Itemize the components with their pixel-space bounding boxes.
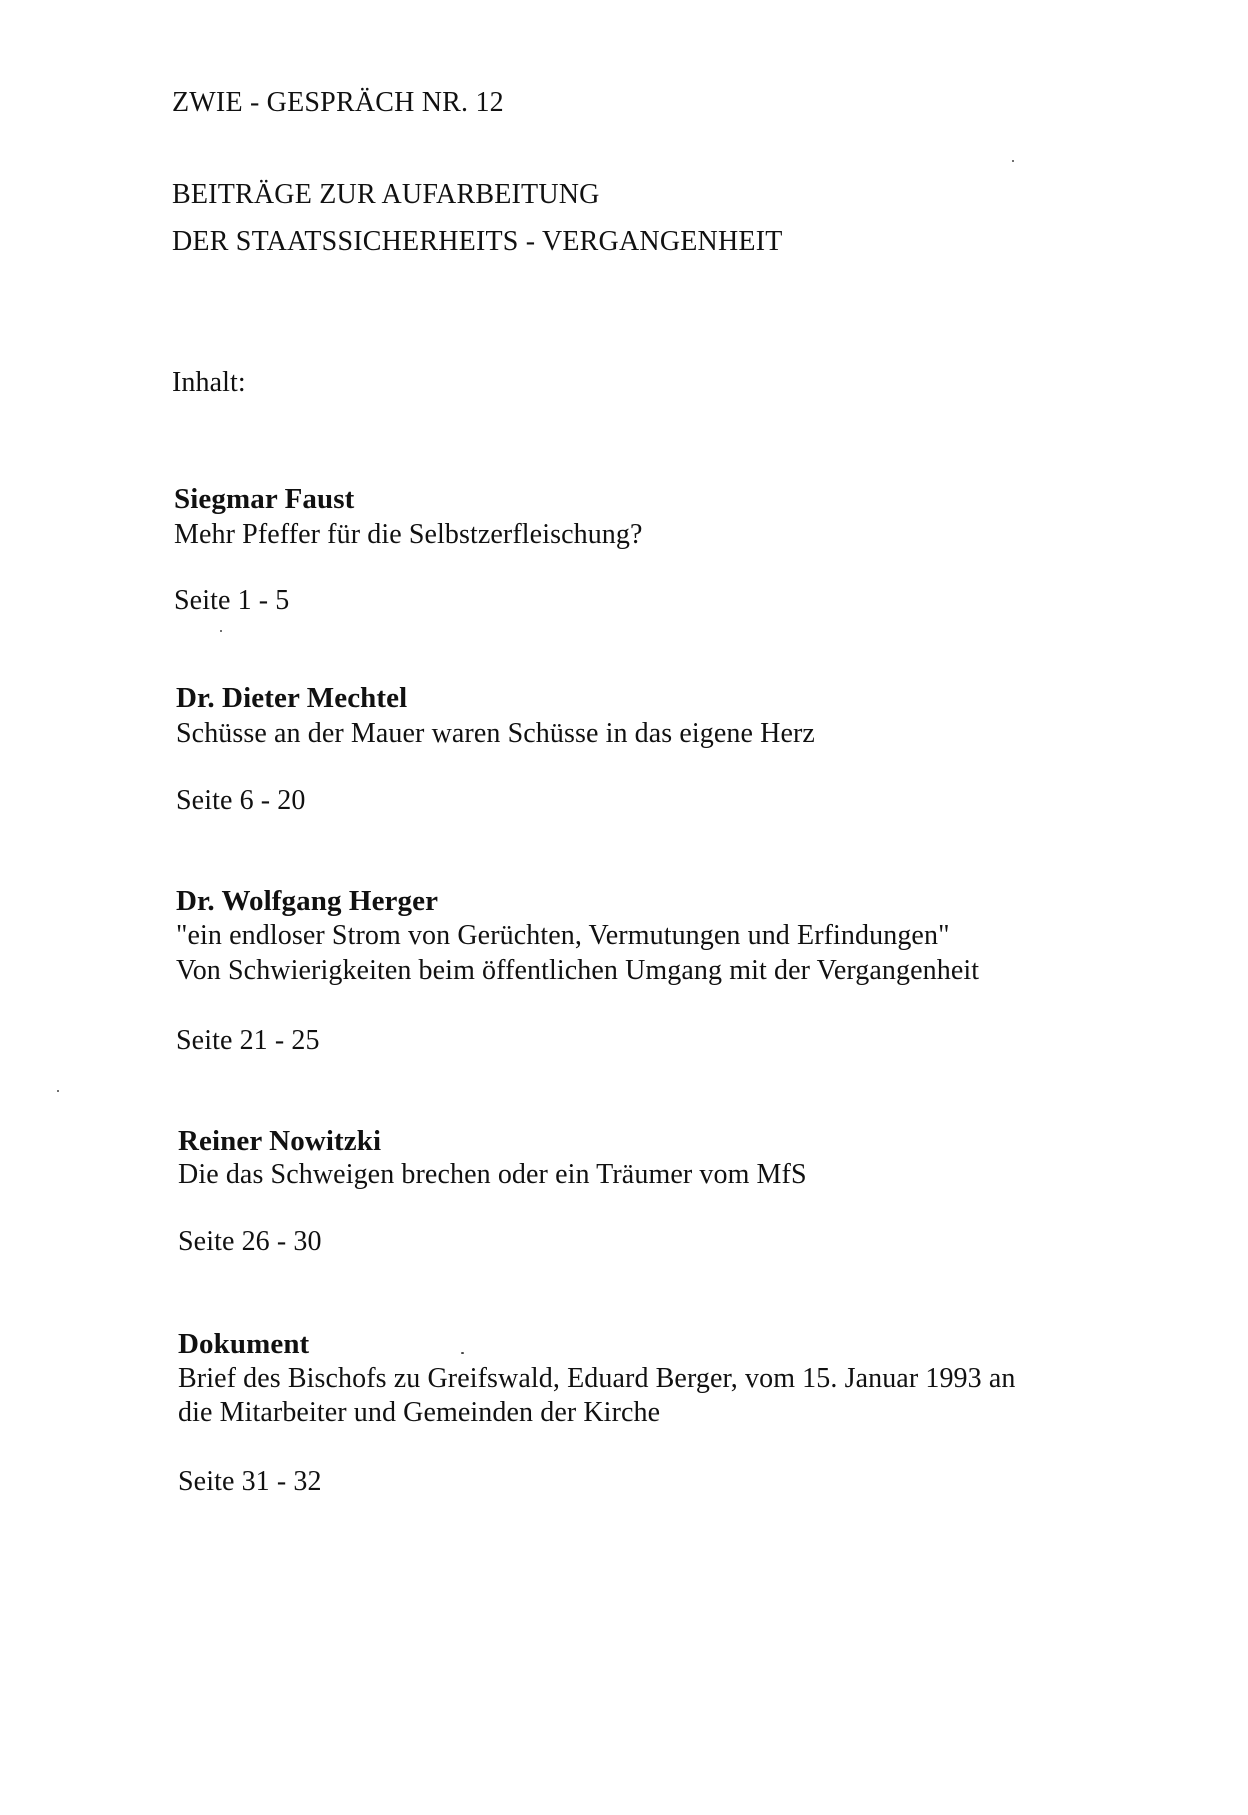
entry-title-line: Schüsse an der Mauer waren Schüsse in das eigene Herz [176, 718, 815, 749]
entry-title-line: Die das Schweigen brechen oder ein Träumer vom MfS [178, 1159, 807, 1190]
series-title: ZWIE - GESPRÄCH NR. 12 [172, 87, 504, 118]
entry-pages: Seite 1 - 5 [174, 585, 290, 616]
entry-author: Dokument [178, 1328, 310, 1360]
subtitle-line-2: DER STAATSSICHERHEITS - VERGANGENHEIT [172, 226, 783, 257]
entry-author: Dr. Dieter Mechtel [176, 682, 408, 714]
entry-title-line: die Mitarbeiter und Gemeinden der Kirche [178, 1397, 661, 1428]
entry-pages: Seite 21 - 25 [176, 1025, 320, 1056]
entry-title-line: Mehr Pfeffer für die Selbstzerfleischung? [174, 519, 643, 550]
entry-title-line: "ein endloser Strom von Gerüchten, Vermutungen und Erfindungen" [176, 920, 950, 951]
entry-author: Dr. Wolfgang Herger [176, 885, 439, 917]
entry-author: Reiner Nowitzki [178, 1125, 382, 1157]
entry-pages: Seite 6 - 20 [176, 785, 306, 816]
scan-speck [1012, 160, 1014, 162]
subtitle-line-1: BEITRÄGE ZUR AUFARBEITUNG [172, 179, 600, 210]
scan-speck [461, 1352, 464, 1354]
entry-pages: Seite 26 - 30 [178, 1226, 322, 1257]
scan-speck [220, 630, 222, 632]
contents-label: Inhalt: [172, 367, 246, 398]
entry-title-line: Brief des Bischofs zu Greifswald, Eduard Berger, vom 15. Januar 1993 an [178, 1363, 1016, 1394]
entry-title-line: Von Schwierigkeiten beim öffentlichen Umgang mit der Vergangenheit [176, 955, 980, 986]
entry-pages: Seite 31 - 32 [178, 1466, 322, 1497]
entry-author: Siegmar Faust [174, 483, 355, 515]
scan-speck [57, 1090, 59, 1092]
